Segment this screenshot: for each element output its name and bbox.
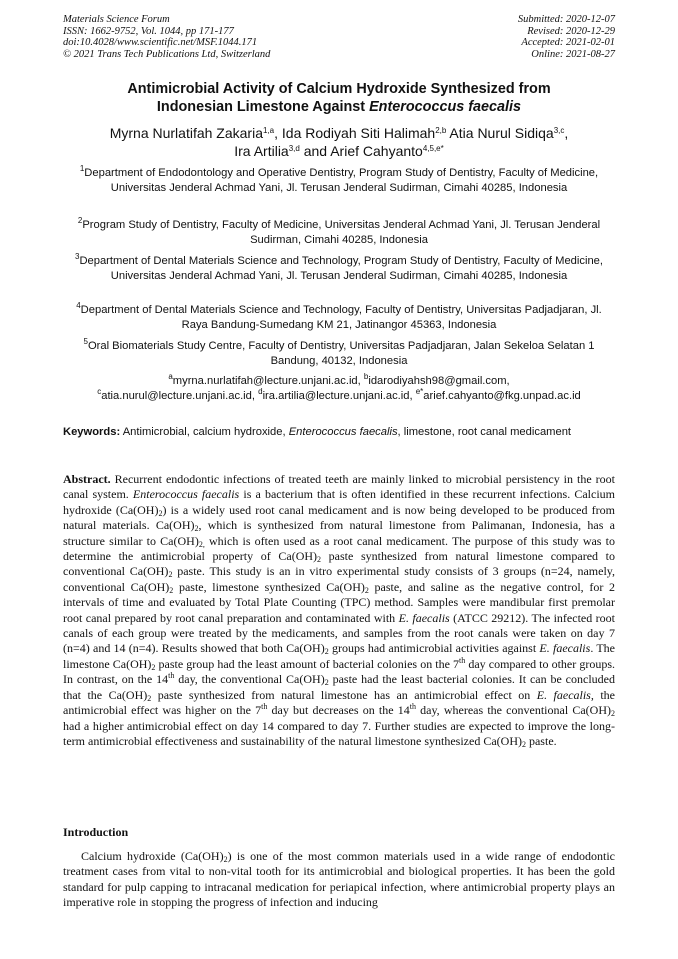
abstract-text: . The limestone Ca(OH) [63, 641, 615, 671]
affiliation-1-num: 1 [79, 164, 85, 173]
author-3-tail: , [564, 125, 569, 141]
abstract-text: paste had the least bacterial colonies. It can be concluded that the Ca(OH) [63, 672, 615, 702]
author-1-sup: 1,a [262, 126, 275, 135]
abstract-text: paste group had the least amount of bacterial colonies on the 7 [155, 656, 460, 671]
affiliation-3-num: 3 [74, 252, 80, 261]
title-line-2 [63, 98, 615, 116]
affiliation-1 [63, 166, 615, 196]
author-3-sup: 3,c [553, 126, 565, 135]
author-5-sup: 4,5,e* [422, 144, 444, 153]
subscript: 2 [364, 585, 369, 595]
journal-issn: ISSN: 1662-9752, Vol. 1044, pp 171-177 [63, 25, 234, 37]
email-d[interactable]: ira.artilia@lecture.unjani.ac.id, [262, 390, 416, 402]
subscript: 2 [223, 855, 228, 864]
journal-copyright: © 2021 Trans Tech Publications Ltd, Switzerland [63, 48, 271, 60]
keywords-label: Keywords: [63, 426, 121, 438]
superscript-th: th [409, 702, 416, 712]
intro-text: ) is one of the most common materials used in a wide range of endodontic treatment cases from vital to non-vital tooth for its antimicrobial and biological properties. It has been the gold standard for pulp capping to intracanal medication for periapical infection, where antimicrobial property plays an imperative role in stopping the progress of infection and inducing [63, 849, 615, 910]
email-c[interactable]: atia.nurul@lecture.unjani.ac.id, [101, 390, 259, 402]
subscript: 2, [198, 539, 205, 549]
affiliation-3-text: Department of Dental Materials Science and Technology, Program Study of Dentistry, Faculty of Medicine, Universitas Jenderal Achmad Yani, Jl. Terusan Jenderal Sudirman, Cimahi 40285, Indonesia [79, 255, 604, 282]
affiliation-2-num: 2 [77, 216, 83, 225]
abstract-text: Recurrent endodontic infections of treated teeth are mainly linked to microbial persistency in the root canal system. [63, 472, 615, 502]
abstract-text: paste synthesized from natural limestone compared to conventional Ca(OH) [63, 549, 615, 579]
journal-info [63, 14, 270, 60]
abstract-text: the antimicrobial effect was higher on the 7 [63, 687, 615, 718]
intro-text: Calcium hydroxide (Ca(OH) [81, 849, 224, 863]
abstract-text: which is often used as a root canal medicament. The purpose of this study was to determine the antimicrobial property of Ca(OH) [63, 533, 615, 564]
email-a[interactable]: myrna.nurlatifah@lecture.unjani.ac.id, [172, 375, 364, 387]
subscript: 2 [147, 693, 152, 703]
journal-name: Materials Science Forum [63, 14, 170, 25]
abstract-species: E. faecalis [539, 641, 591, 656]
author-emails [63, 374, 615, 404]
date-accepted: Accepted: 2021-02-01 [521, 37, 615, 49]
date-revised: Revised: 2020-12-29 [527, 25, 615, 37]
subscript: 2 [324, 647, 329, 657]
author-line-1 [63, 124, 615, 142]
title-line-2-text: Indonesian Limestone Against [156, 99, 370, 115]
affiliation-5-text: Oral Biomaterials Study Centre, Faculty of Dentistry, Universitas Padjadjaran, Jalan Sekeloa Selatan 1 Bandung, 40132, Indonesia [87, 340, 595, 367]
email-line-2 [63, 389, 615, 404]
abstract-text: , which is synthesized from natural limestone from Palimanan, Indonesia, has a structure similar to Ca(OH) [63, 518, 616, 548]
abstract-species: E. faecalis [398, 610, 450, 625]
affiliation-4-text: Department of Dental Materials Science and Technology, Faculty of Dentistry, Universitas Padjadjaran, Jl. Raya Bandung-Sumedang KM 21, Jatinangor 45363, Indonesia [80, 304, 602, 331]
abstract-text: (ATCC 29212). The infected root canals of each group were treated by the medicaments, and samples from the root canals were taken on day 7 (n=4) and 14 (n=4). Results showed that both Ca(OH) [63, 610, 616, 656]
affiliation-5 [63, 339, 615, 369]
email-line-1 [63, 374, 615, 389]
email-c-sup: c [97, 387, 102, 396]
subscript: 2 [158, 508, 163, 518]
author-1: Myrna Nurlatifah Zakaria [109, 125, 263, 141]
abstract-text: had a higher antimicrobial effect on day 14 compared to day 7. Further studies are expected to improve the long-term antimicrobial effectiveness and sustainability of the natural limestone synthesized Ca(OH) [63, 718, 615, 748]
date-online: Online: 2021-08-27 [531, 48, 615, 60]
subscript: 2 [324, 678, 329, 688]
abstract-text: paste, and saline as the negative control, for 2 intervals of time and evaluated by Total Plate Counting (TPC) method. Samples were mandibular first premolar root canal prepared by root canal preparation and contaminated with [63, 579, 615, 625]
email-e-sup: e* [415, 387, 424, 396]
title-line-1: Antimicrobial Activity of Calcium Hydroxide Synthesized from [127, 81, 551, 97]
affiliation-4 [63, 303, 615, 333]
title-species: Enterococcus faecalis [369, 99, 522, 115]
author-3: Atia Nurul Sidiqa [446, 125, 554, 141]
subscript: 2 [611, 709, 615, 719]
subscript: 2 [194, 524, 199, 534]
author-5: and Arief Cahyanto [299, 143, 423, 159]
journal-doi[interactable]: doi:10.4028/www.scientific.net/MSF.1044.171 [63, 37, 258, 49]
date-submitted: Submitted: 2020-12-07 [517, 14, 615, 25]
email-d-sup: d [258, 387, 263, 396]
author-list [63, 124, 615, 160]
section-heading-introduction: Introduction [63, 825, 129, 839]
affiliation-4-num: 4 [76, 301, 81, 310]
abstract-text: is a bacterium that is often identified in these recurrent infections. Calcium hydroxide (Ca(OH) [63, 487, 615, 517]
abstract-text: paste. This study is an in vitro experimental study consists of 3 groups (n=24, namely, conventional Ca(OH) [63, 564, 616, 594]
publication-dates [518, 14, 615, 60]
email-e[interactable]: arief.cahyanto@fkg.unpad.ac.id [423, 390, 581, 402]
affiliation-2-text: Program Study of Dentistry, Faculty of Medicine, Universitas Jenderal Achmad Yani, Jl. Terusan Jenderal Sudirman, Cimahi 40285, Indonesia [82, 219, 601, 246]
affiliation-1-text: Department of Endodontology and Operative Dentistry, Program Study of Dentistry, Faculty of Medicine, Universitas Jenderal Achmad Yani, Jl. Terusan Jenderal Sudirman, Cimahi 40285, Indonesia [84, 167, 599, 194]
paper-title [63, 80, 615, 116]
abstract [63, 472, 615, 749]
keywords-part-2: , limestone, root canal medicament [397, 426, 572, 438]
keywords [63, 425, 615, 440]
subscript: 2 [317, 555, 322, 565]
email-b-sup: b [363, 372, 369, 381]
keywords-species: Enterococcus faecalis [288, 426, 398, 438]
affiliation-2 [63, 218, 615, 248]
author-4: Ira Artilia [234, 143, 289, 159]
abstract-text: paste, limestone synthesized Ca(OH) [173, 579, 365, 594]
abstract-text: day, the conventional Ca(OH) [174, 672, 325, 687]
subscript: 2 [168, 570, 173, 580]
abstract-text: day compared to other groups. In contrast, on the 14 [63, 656, 615, 687]
email-b[interactable]: idarodiyahsh98@gmail.com, [368, 375, 510, 387]
abstract-text: paste. [525, 733, 557, 748]
introduction-paragraph [63, 849, 615, 911]
affiliation-3 [63, 254, 615, 284]
abstract-text: ) is a widely used root canal medicament and is now being developed to be produced from natural materials. Ca(OH) [63, 502, 616, 533]
superscript-th: th [459, 655, 466, 665]
abstract-text: day, whereas the conventional Ca(OH) [415, 703, 611, 718]
author-2-sup: 2,b [435, 126, 447, 135]
superscript-th: th [168, 671, 175, 681]
author-2: , Ida Rodiyah Siti Halimah [274, 125, 436, 141]
subscript: 2 [151, 662, 156, 672]
keywords-part-1: Antimicrobial, calcium hydroxide, [120, 426, 289, 438]
email-a-sup: a [168, 372, 173, 381]
abstract-species: E. faecalis, [536, 687, 594, 702]
abstract-text: groups had antimicrobial activities against [328, 641, 540, 656]
abstract-text: day but decreases on the 14 [267, 703, 410, 718]
superscript-th: th [261, 702, 268, 712]
subscript: 2 [169, 585, 174, 595]
abstract-species: Enterococcus faecalis [132, 487, 240, 502]
subscript: 2 [521, 739, 526, 749]
affiliation-5-num: 5 [83, 337, 88, 346]
abstract-label: Abstract. [63, 472, 111, 486]
author-4-sup: 3,d [288, 144, 300, 153]
abstract-text: paste synthesized from natural limestone has an antimicrobial effect on [151, 687, 537, 702]
author-line-2 [63, 142, 615, 160]
